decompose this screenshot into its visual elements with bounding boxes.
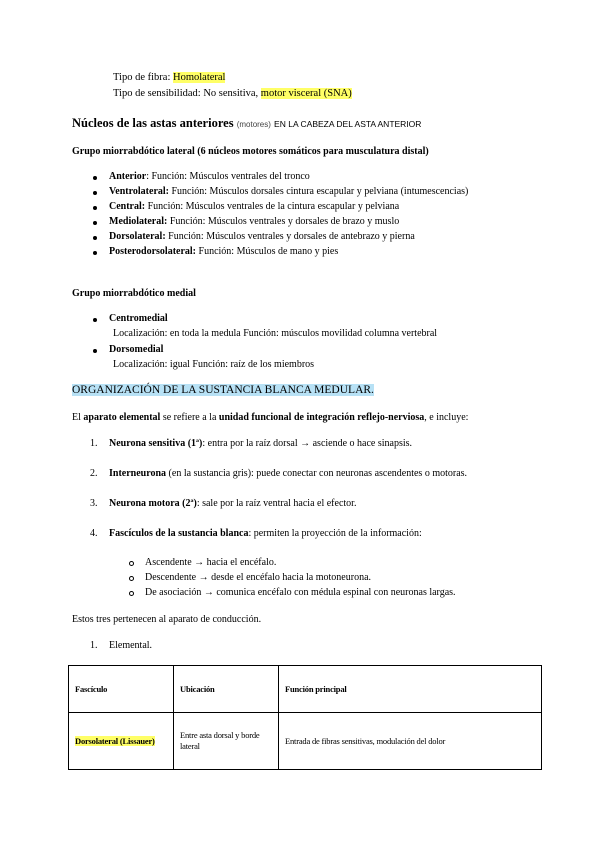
medial-item-name: [109, 344, 163, 355]
table-header-cell: [69, 666, 174, 713]
lateral-item: [109, 186, 468, 197]
medial-item-detail: Localización: igual Función: raíz de los miembros: [113, 359, 315, 370]
lateral-item-text: Función: Músculos ventrales y dorsales de antebrazo y pierna: [165, 231, 415, 242]
numbered-item: [90, 498, 98, 509]
table-cell: [69, 713, 174, 770]
bullet-icon: [93, 349, 97, 353]
circle-bullet-icon: [129, 591, 134, 596]
numbered-item: [90, 528, 98, 539]
elemental-text: Elemental.: [109, 640, 153, 651]
fiber-type-label: Tipo de fibra:: [113, 72, 173, 83]
intro-mid: se refiere a la: [160, 412, 219, 423]
table-header-row: [69, 666, 542, 713]
section-heading-text: ORGANIZACIÓN DE LA SUSTANCIA BLANCA MEDULAR.: [72, 384, 374, 396]
medial-item-name-text: Centromedial: [109, 313, 168, 324]
lateral-group-heading: [72, 146, 429, 157]
bullet-icon: [93, 251, 97, 255]
numbered-item: [90, 438, 98, 449]
lateral-item-name: Ventrolateral:: [109, 186, 169, 197]
lateral-item-text: Función: Músculos ventrales de la cintura escapular y pelviana: [145, 201, 400, 212]
item-text: : permiten la proyección de la información:: [248, 528, 422, 539]
intro-bold-2: unidad funcional de integración reflejo-nerviosa: [218, 412, 425, 423]
item-number: 2.: [90, 468, 98, 479]
lateral-item-name: Central:: [109, 201, 146, 212]
bullet-icon: [93, 221, 97, 225]
item-bold: Fascículos de la sustancia blanca: [109, 528, 249, 539]
numbered-item-text: [109, 438, 412, 449]
lateral-item-name: Mediolateral:: [109, 216, 168, 227]
lateral-item-name: Anterior: [109, 171, 147, 182]
sub-item: Ascendente → hacia el encéfalo.: [145, 557, 277, 568]
numbered-item-text: [109, 468, 467, 479]
sub-item: Descendente → desde el encéfalo hacia la motoneurona.: [145, 572, 372, 583]
lateral-item-text: Función: Músculos de mano y pies: [196, 246, 339, 257]
nuclei-heading-title: Núcleos de las astas anteriores: [72, 116, 234, 130]
sensitivity-label: Tipo de sensibilidad: No sensitiva,: [113, 88, 261, 99]
medial-item-name: [109, 313, 168, 324]
item-bold: Interneurona: [109, 468, 167, 479]
item-number: 3.: [90, 498, 98, 509]
table-row: [69, 713, 542, 770]
intro-bold-1: aparato elemental: [83, 412, 161, 423]
item-text: : sale por la raíz ventral hacia el efector.: [196, 498, 357, 509]
intro-pre: El: [72, 412, 84, 423]
bullet-icon: [93, 236, 97, 240]
lateral-item: [109, 231, 415, 242]
medial-group-heading: [72, 288, 196, 299]
item-number: 1.: [90, 438, 98, 449]
nuclei-heading-paren: (motores): [236, 120, 271, 129]
fiber-type-line: [113, 72, 225, 83]
item-bold: Neurona sensitiva (1ª): [109, 438, 203, 449]
sensitivity-type-line: [113, 88, 352, 99]
header-ubicacion: Ubicación: [180, 684, 215, 694]
lateral-item-name: Posterodorsolateral:: [109, 246, 197, 257]
medial-group-heading-text: Grupo miorrabdótico medial: [72, 288, 196, 299]
item-text: (en la sustancia gris): puede conectar con neuronas ascendentes o motoras.: [166, 468, 468, 479]
numbered-item: [90, 468, 98, 479]
table-header-cell: [174, 666, 279, 713]
lateral-item: [109, 216, 399, 227]
numbered-item-text: [109, 498, 356, 509]
bullet-icon: [93, 191, 97, 195]
elemental-number: 1.: [90, 640, 98, 651]
fasciculus-table: [68, 665, 542, 770]
item-bold: Neurona motora (2ª): [109, 498, 197, 509]
circle-bullet-icon: [129, 561, 134, 566]
medial-item-detail: Localización: en toda la medula Función: músculos movilidad columna vertebral: [113, 328, 438, 339]
lateral-item: [109, 246, 338, 257]
bullet-icon: [93, 176, 97, 180]
nuclei-heading: [72, 116, 421, 131]
lateral-item-name: Dorsolateral:: [109, 231, 166, 242]
fiber-type-value: Homolateral: [173, 72, 226, 83]
item-text: : entra por la raíz dorsal → asciende o hace sinapsis.: [202, 438, 413, 449]
numbered-item-text: [109, 528, 422, 539]
sub-item: De asociación → comunica encéfalo con médula espinal con neuronas largas.: [145, 587, 456, 598]
lateral-item: [109, 201, 399, 212]
bullet-icon: [93, 318, 97, 322]
medial-item-name-text: Dorsomedial: [109, 344, 164, 355]
lateral-item-text: : Función: Músculos ventrales del tronco: [146, 171, 310, 182]
table-header-cell: [279, 666, 542, 713]
conduction-line: Estos tres pertenecen al aparato de conducción.: [72, 614, 262, 625]
section-heading: [72, 384, 374, 396]
table-cell: Entrada de fibras sensitivas, modulación del dolor: [279, 713, 542, 770]
circle-bullet-icon: [129, 576, 134, 581]
bullet-icon: [93, 206, 97, 210]
intro-post: , e incluye:: [424, 412, 469, 423]
nuclei-heading-rest: EN LA CABEZA DEL ASTA ANTERIOR: [274, 119, 422, 129]
lateral-item: [109, 171, 310, 182]
lateral-item-text: Función: Músculos ventrales y dorsales de brazo y muslo: [167, 216, 400, 227]
lateral-group-heading-text: Grupo miorrabdótico lateral (6 núcleos motores somáticos para musculatura distal): [72, 146, 429, 157]
cell-fasciculo: Dorsolateral (Lissauer): [75, 736, 155, 746]
header-fasciculo: Fascículo: [75, 684, 108, 694]
intro-paragraph: [72, 412, 468, 423]
table-cell: Entre asta dorsal y borde lateral: [174, 713, 279, 770]
sensitivity-value: motor visceral (SNA): [260, 88, 352, 99]
header-funcion: Función principal: [285, 684, 347, 694]
item-number: 4.: [90, 528, 98, 539]
lateral-item-text: Función: Músculos dorsales cintura escapular y pelviana (intumescencias): [169, 186, 469, 197]
